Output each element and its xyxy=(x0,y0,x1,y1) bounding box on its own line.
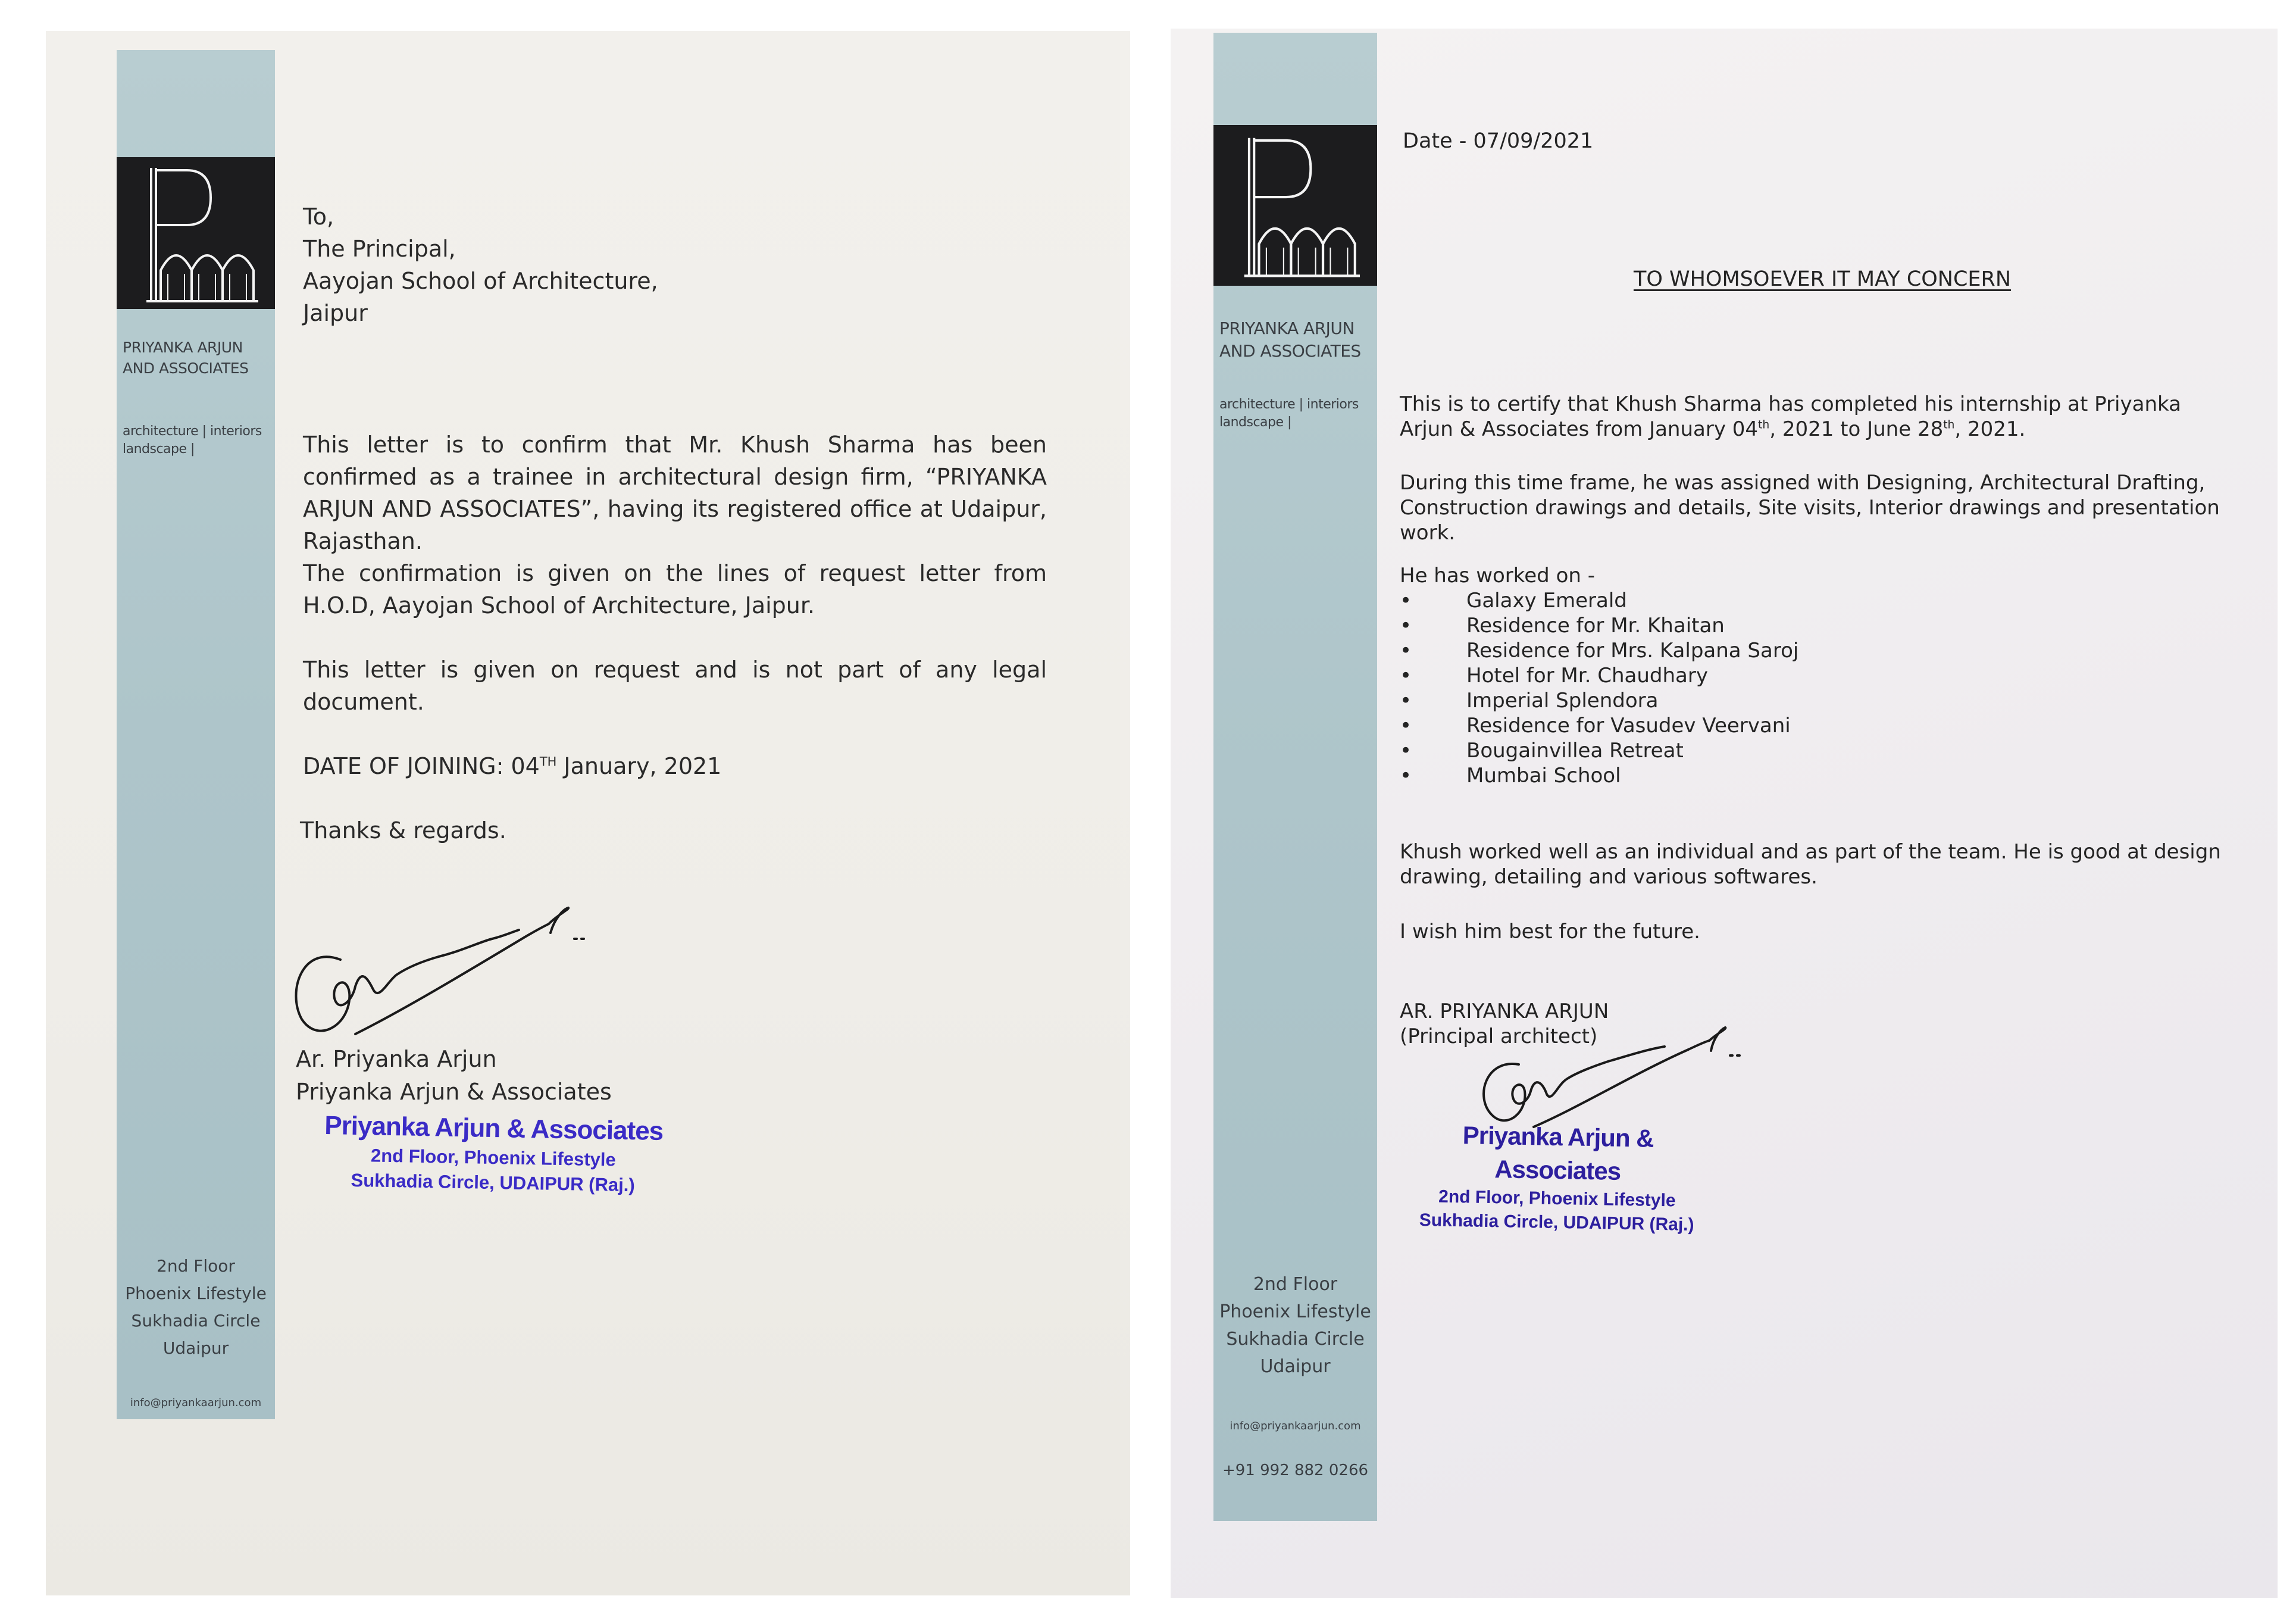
stamp-address-line: Sukhadia Circle, UDAIPUR (Raj.) xyxy=(1419,1210,1694,1235)
address-line: Udaipur xyxy=(1260,1356,1331,1377)
date-of-joining: DATE OF JOINING: 04TH January, 2021 xyxy=(303,753,722,779)
address-line: Sukhadia Circle xyxy=(131,1311,261,1331)
firm-services: architecture | interiors landscape | xyxy=(123,424,262,457)
firm-email: info@priyankaarjun.com xyxy=(1230,1420,1361,1432)
letter-heading: TO WHOMSOEVER IT MAY CONCERN xyxy=(1633,267,2012,291)
list-item: • Galaxy Emerald xyxy=(1400,588,1798,613)
firm-name: PRIYANKA ARJUN AND ASSOCIATES xyxy=(1219,318,1361,361)
address-line: 2nd Floor xyxy=(157,1256,235,1276)
stamp-address-line: Sukhadia Circle, UDAIPUR (Raj.) xyxy=(351,1169,636,1196)
list-item: • Bougainvillea Retreat xyxy=(1400,738,1798,763)
confirmation-paragraph: This letter is to confirm that Mr. Khush Sharma has been confirmed as a trainee in architectural design firm, “PRIYANKA ARJUN AND ASSOCIATES”, having its registered office at Udaipur, Rajasthan. xyxy=(303,432,1047,554)
firm-address xyxy=(1213,1271,1377,1381)
firm-phone: +91 992 882 0266 xyxy=(1222,1461,1369,1479)
certification-paragraph: This is to certify that Khush Sharma has completed his internship at Priyanka Arjun & Associates from January 04th, 2021 to June 28th, 2021. xyxy=(1400,392,2181,441)
responsibilities-paragraph: During this time frame, he was assigned with Designing, Architectural Drafting, Construction drawings and details, Site visits, Interior drawings and presentation work. xyxy=(1400,471,2220,545)
list-item: • Residence for Vasudev Veervani xyxy=(1400,713,1798,738)
legal-note-paragraph: This letter is given on request and is not part of any legal document. xyxy=(303,657,1047,715)
letter-date: Date - 07/09/2021 xyxy=(1403,129,1594,153)
performance-paragraph: Khush worked well as an individual and as part of the team. He is good at design drawing, detailing and various softwares. xyxy=(1400,840,2221,889)
signatory-name: Ar. Priyanka Arjun xyxy=(296,1046,497,1072)
letterhead-strip xyxy=(1213,33,1377,1521)
firm-services: architecture | interiors landscape | xyxy=(1219,397,1359,430)
address-line: Aayojan School of Architecture, xyxy=(303,268,658,294)
address-line: Phoenix Lifestyle xyxy=(125,1283,267,1303)
address-line: The Principal, xyxy=(303,236,456,262)
stamp-address-line: 2nd Floor, Phoenix Lifestyle xyxy=(370,1145,617,1170)
firm-logo xyxy=(1213,125,1377,286)
firm-email: info@priyankaarjun.com xyxy=(130,1397,262,1409)
projects-intro: He has worked on - xyxy=(1400,564,1595,588)
request-paragraph: The confirmation is given on the lines of request letter from H.O.D, Aayojan School of Architecture, Jaipur. xyxy=(303,560,1047,619)
pa-monogram-icon xyxy=(117,157,275,309)
company-stamp xyxy=(1396,1117,1719,1237)
signatory-name: AR. PRIYANKA ARJUN xyxy=(1400,1000,1609,1023)
signatory-role: (Principal architect) xyxy=(1400,1025,1598,1048)
address-line: Udaipur xyxy=(162,1338,229,1358)
firm-address xyxy=(117,1253,275,1362)
signatory-firm: Priyanka Arjun & Associates xyxy=(296,1079,612,1105)
firm-logo xyxy=(117,157,275,309)
list-item: • Residence for Mr. Khaitan xyxy=(1400,613,1798,638)
pa-monogram-icon xyxy=(1213,125,1377,286)
address-line: Phoenix Lifestyle xyxy=(1219,1301,1371,1322)
closing-line: Thanks & regards. xyxy=(300,817,506,844)
projects-list xyxy=(1400,588,1798,788)
list-item: • Imperial Splendora xyxy=(1400,688,1798,713)
address-line: To, xyxy=(303,204,334,230)
list-item: • Residence for Mrs. Kalpana Saroj xyxy=(1400,638,1798,663)
firm-name: PRIYANKA ARJUN AND ASSOCIATES xyxy=(123,339,249,377)
address-line: Jaipur xyxy=(303,300,368,326)
signature-icon xyxy=(284,873,593,1064)
stamp-firm-name: Priyanka Arjun & Associates xyxy=(1462,1121,1654,1185)
company-stamp xyxy=(302,1108,684,1198)
letter-page-certificate xyxy=(1171,29,2278,1598)
stamp-address-line: 2nd Floor, Phoenix Lifestyle xyxy=(1438,1186,1676,1211)
letter-page-confirmation xyxy=(46,31,1130,1595)
letterhead-strip xyxy=(117,50,275,1419)
list-item: • Mumbai School xyxy=(1400,763,1798,788)
address-line: 2nd Floor xyxy=(1253,1274,1338,1295)
address-line: Sukhadia Circle xyxy=(1226,1329,1365,1350)
list-item: • Hotel for Mr. Chaudhary xyxy=(1400,663,1798,688)
wishes-line: I wish him best for the future. xyxy=(1400,920,1700,944)
stamp-firm-name: Priyanka Arjun & Associates xyxy=(324,1111,664,1146)
recipient-address xyxy=(303,201,720,329)
